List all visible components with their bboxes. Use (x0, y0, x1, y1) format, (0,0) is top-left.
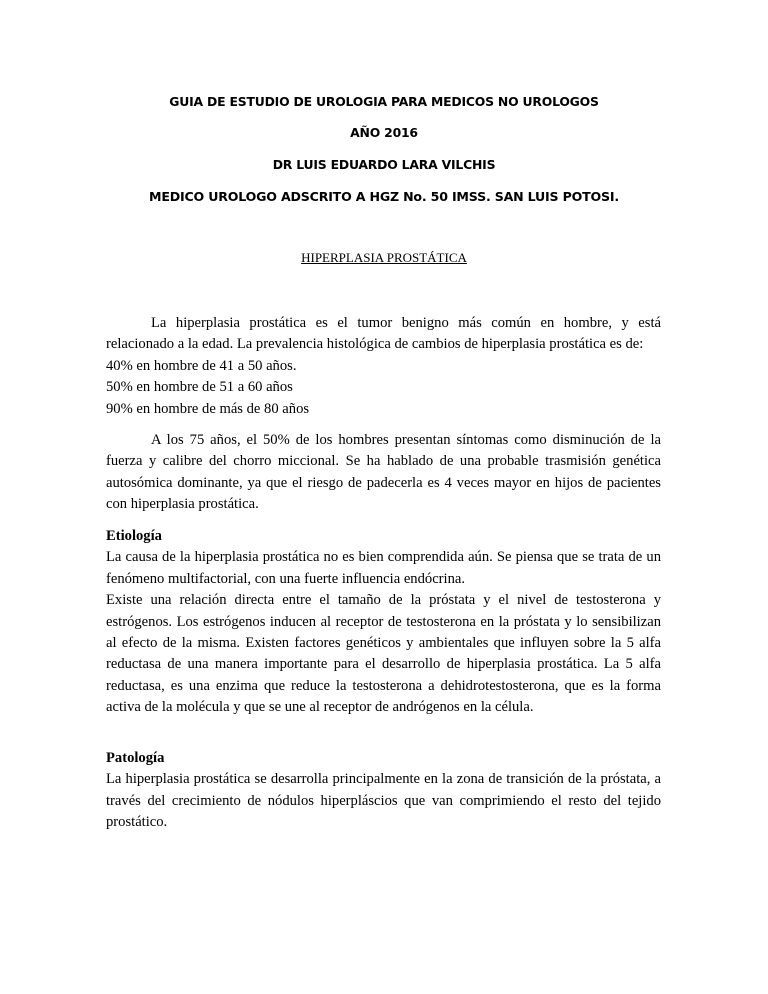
header-guide-title: GUIA DE ESTUDIO DE UROLOGIA PARA MEDICOS NO UROLOGOS (169, 94, 599, 109)
stat-line: 50% en hombre de 51 a 60 años (106, 379, 293, 396)
patologia-heading: Patología (106, 750, 165, 766)
header-year: AÑO 2016 (350, 125, 418, 140)
header-affiliation: MEDICO UROLOGO ADSCRITO A HGZ No. 50 IMSS. SAN LUIS POTOSI. (149, 189, 619, 204)
section-title: HIPERPLASIA PROSTÁTICA (301, 250, 467, 265)
etiologia-paragraph-1: La causa de la hiperplasia prostática no es bien comprendida aún. Se piensa que se trata de un fenómeno multifactorial, con una fuerte influencia endócrina. (106, 549, 661, 587)
etiologia-paragraph-2: Existe una relación directa entre el tamaño de la próstata y el nivel de testosterona y estrógenos. Los estrógenos inducen al receptor de testosterona en la próstata y lo sensibilizan al efecto de la misma. Existen factores genéticos y ambientales que influyen sobre la 5 alfa reductasa de una manera importante para el desarrollo de hiperplasia prostática. La 5 alfa reductasa, es una enzima que reduce la testosterona a dehidrotestosterona, que es la forma activa de la molécula y que se une al receptor de andrógenos en la célula. (106, 592, 661, 716)
patologia-section (106, 748, 661, 834)
patologia-paragraph-1: La hiperplasia prostática se desarrolla principalmente en la zona de transición de la próstata, a través del crecimiento de nódulos hiperpláscios que van comprimiendo el resto del tejido prostático. (106, 771, 661, 831)
header-author: DR LUIS EDUARDO LARA VILCHIS (272, 157, 496, 172)
age-paragraph-block (106, 430, 661, 516)
etiologia-section (106, 526, 661, 719)
stat-line: 90% en hombre de más de 80 años (106, 400, 310, 417)
age-paragraph: A los 75 años, el 50% de los hombres presentan síntomas como disminución de la fuerza y calibre del chorro miccional. Se ha hablado de una probable trasmisión genética autosómica dominante, ya que el riesgo de padecerla es 4 veces mayor en hijos de pacientes con hiperplasia prostática. (106, 432, 661, 513)
intro-block (106, 313, 661, 420)
stat-line: 40% en hombre de 41 a 50 años. (106, 357, 297, 374)
intro-paragraph: La hiperplasia prostática es el tumor benigno más común en hombre, y está relacionado a la edad. La prevalencia histológica de cambios de hiperplasia prostática es de: (106, 315, 661, 353)
etiologia-heading: Etiología (106, 528, 162, 544)
